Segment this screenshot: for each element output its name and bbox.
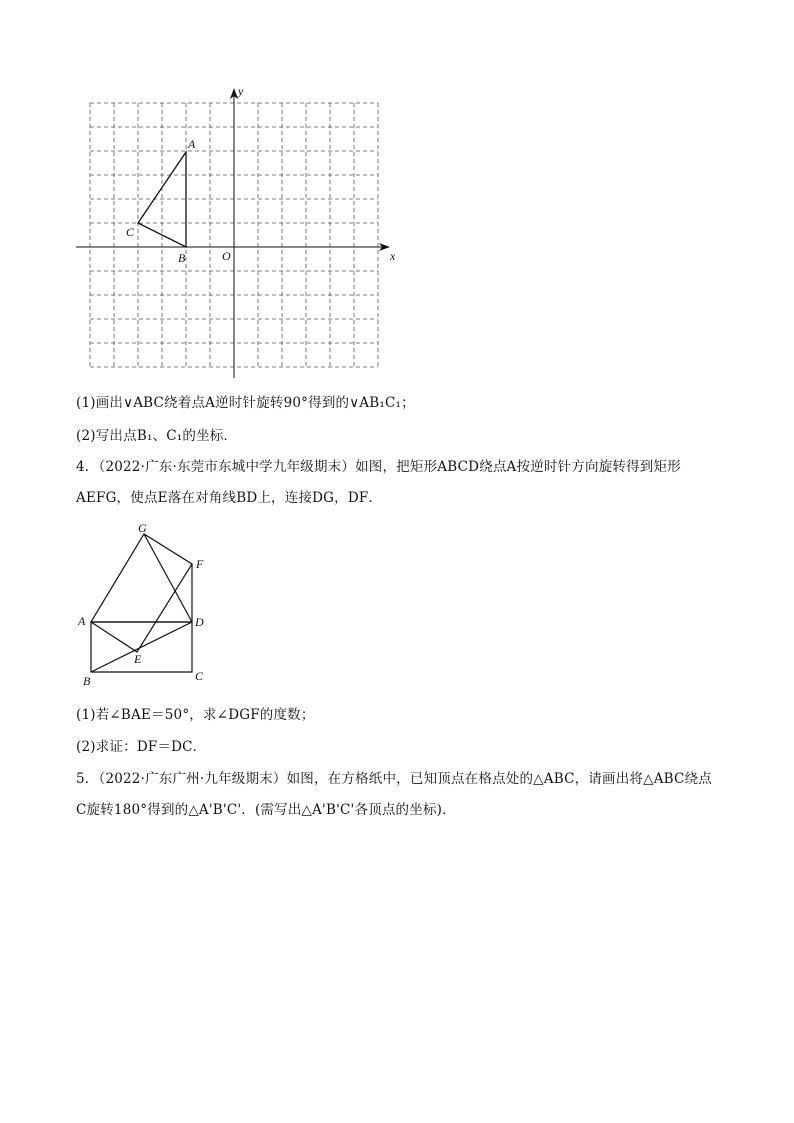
q3-part2: (2)写出点B₁、C₁的坐标． — [76, 428, 238, 444]
q4-part2: (2)求证：DF＝DC． — [76, 739, 207, 755]
point-a-label: A — [188, 137, 196, 151]
q4-part1: (1)若∠BAE＝50°，求∠DGF的度数； — [76, 707, 315, 723]
q4-question-line2: AEFG，使点E落在对角线BD上，连接DG，DF． — [76, 490, 383, 506]
coordinate-grid-figure — [70, 80, 410, 380]
q3-part1: (1)画出∨ABC绕着点A逆时针旋转90°得到的∨AB₁C₁； — [76, 395, 415, 411]
rectangle-rotation-figure — [74, 522, 214, 688]
fig2-point-d: D — [195, 615, 204, 629]
q5-question-line1: 5．（2022·广东广州·九年级期末）如图，在方格纸中，已知顶点在格点处的△ABC，请画出将△ABC绕点 — [76, 771, 712, 787]
fig2-point-f: F — [196, 557, 204, 571]
point-b-label: B — [178, 251, 186, 265]
origin-label: O — [222, 249, 231, 263]
axis-x-label: x — [390, 249, 396, 263]
fig2-point-c: C — [195, 669, 204, 683]
diagonal-bd — [91, 622, 192, 672]
point-c-label: C — [126, 225, 135, 239]
fig2-point-a: A — [78, 614, 86, 628]
fig2-point-g: G — [138, 522, 147, 535]
q5-question-line2: C旋转180°得到的△A'B'C'．(需写出△A'B'C'各顶点的坐标)． — [76, 802, 456, 818]
q4-question-line1: 4．（2022·广东·东莞市东城中学九年级期末）如图，把矩形ABCD绕点A按逆时针方向旋转得到矩形 — [76, 459, 681, 475]
fig2-point-b: B — [83, 674, 91, 688]
axis-y-label: y — [238, 84, 244, 98]
fig2-point-e: E — [134, 652, 142, 666]
segment-dg — [144, 534, 192, 622]
